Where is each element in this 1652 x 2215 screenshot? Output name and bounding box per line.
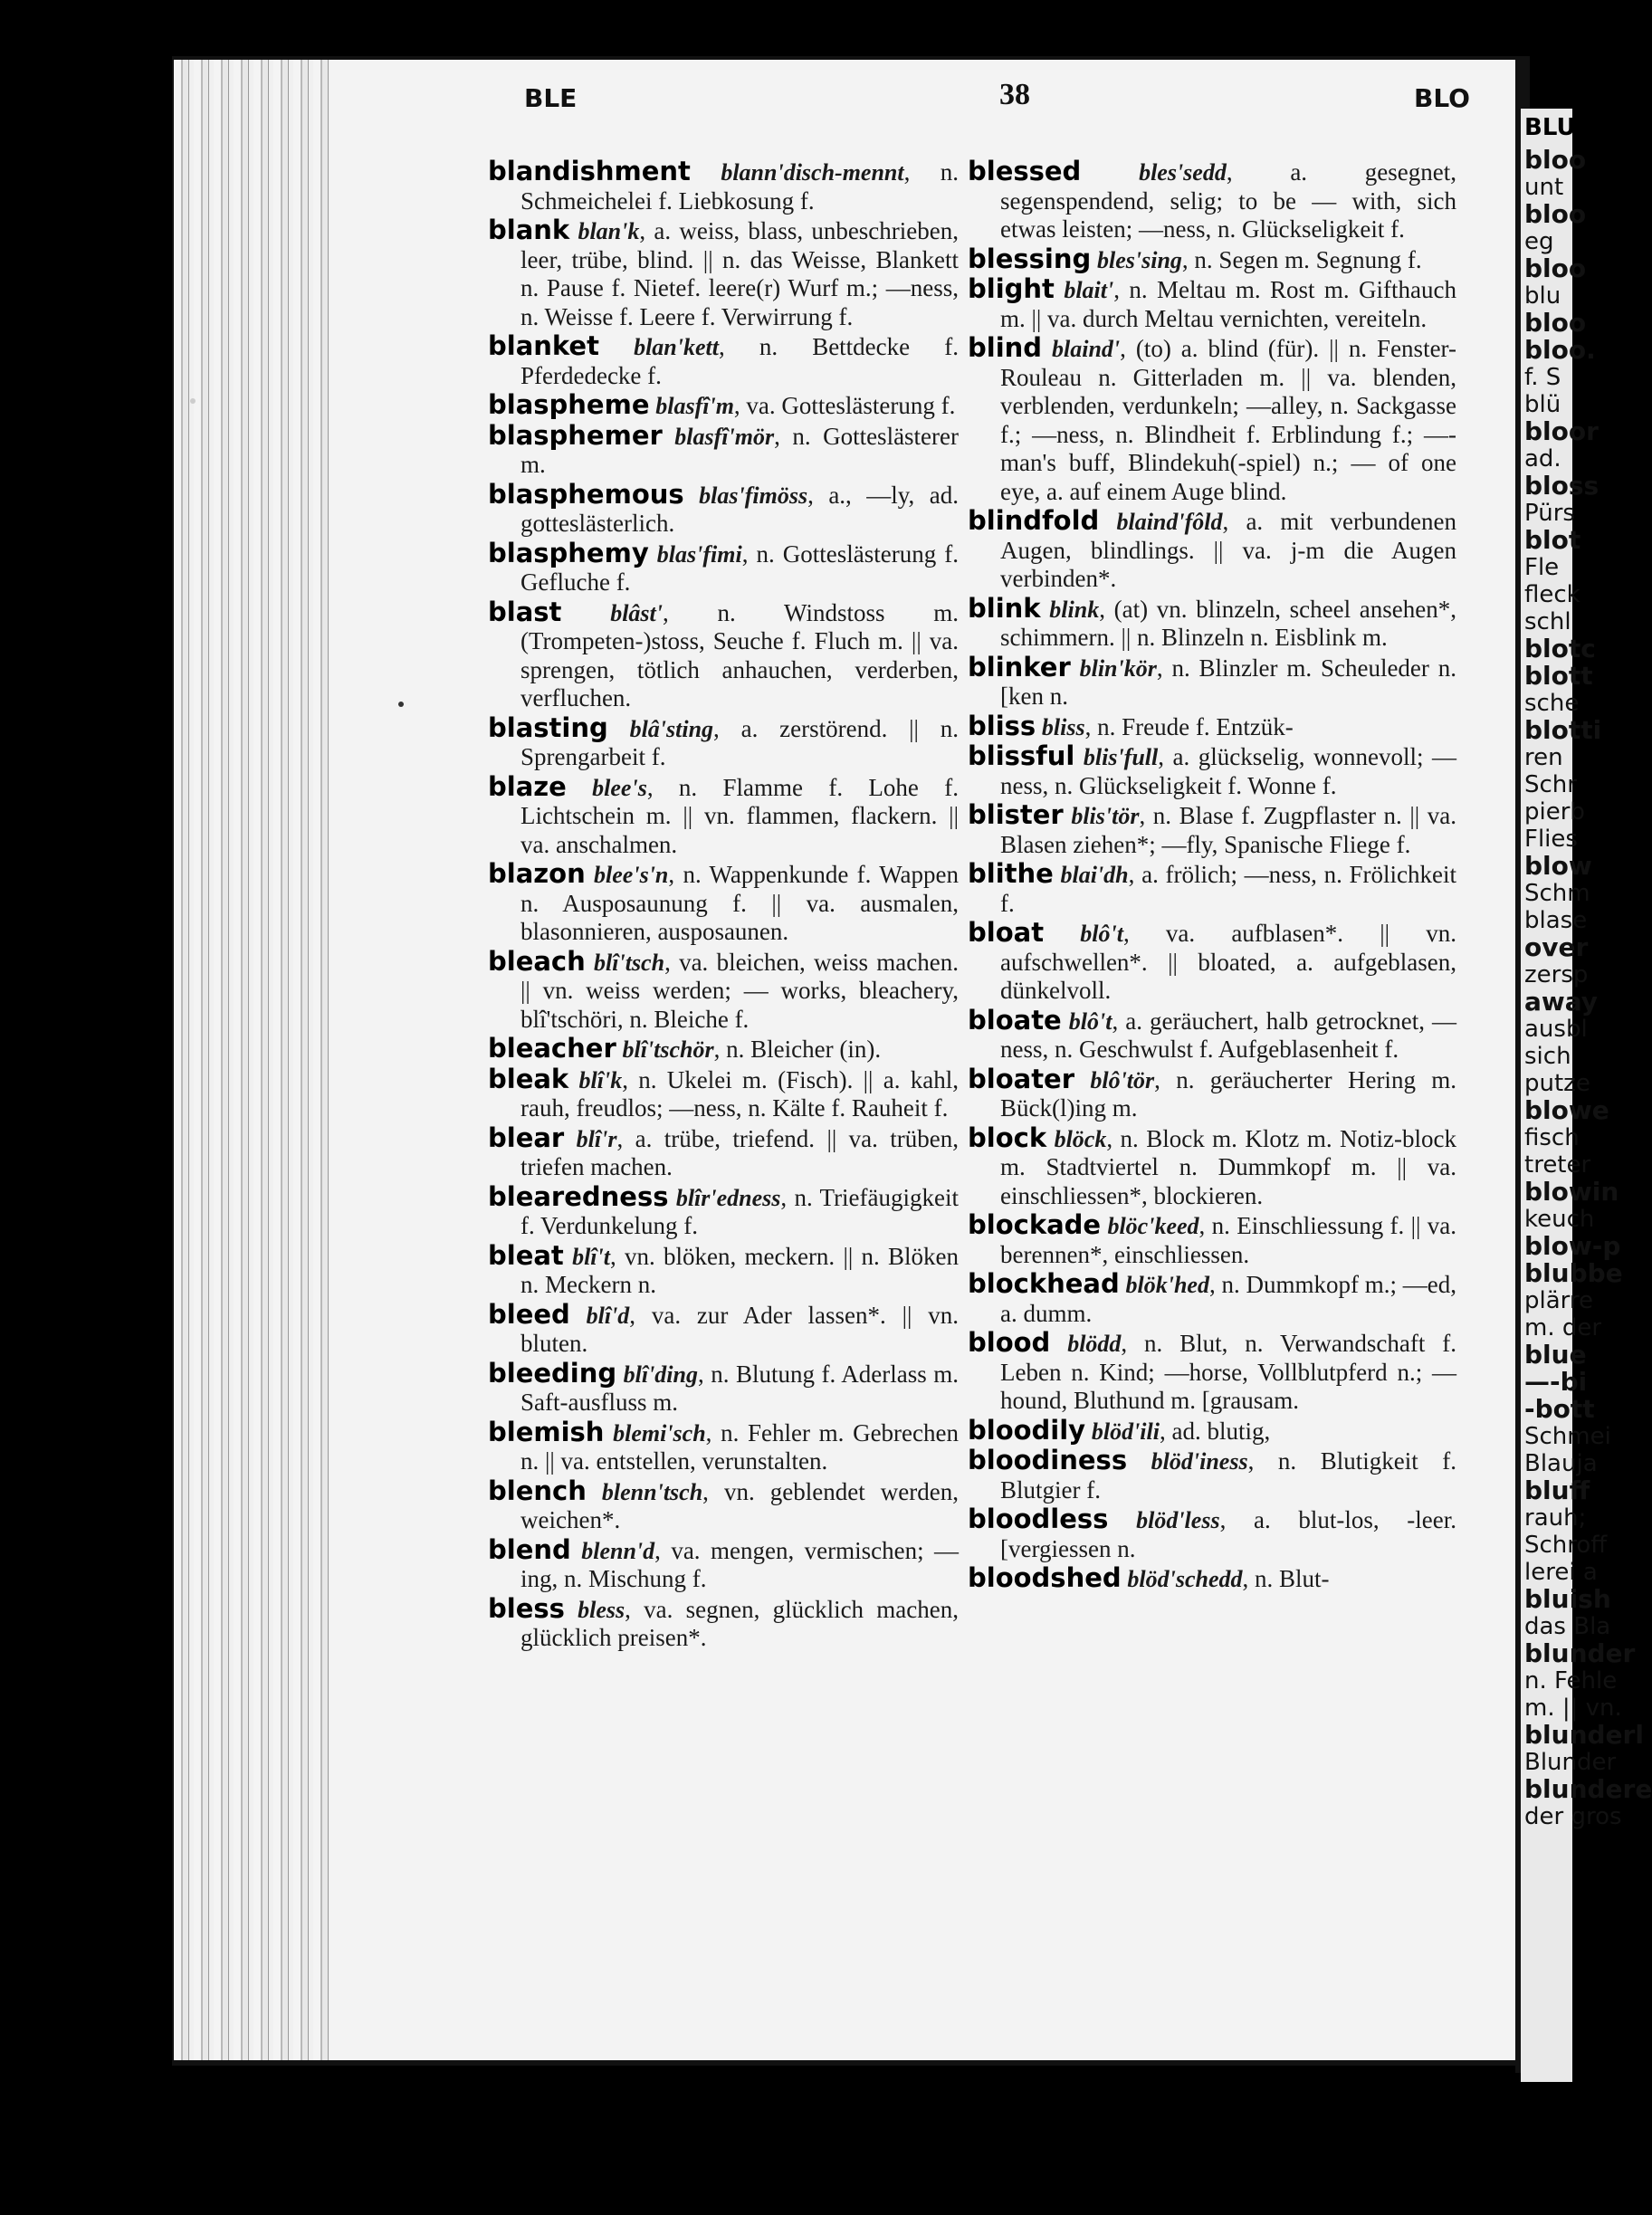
dictionary-entry xyxy=(968,1270,1456,1328)
entry-pronunciation: blasfî'mör xyxy=(674,423,775,450)
entry-definition: , a. mit verbundenen Augen, blindlings. || va. j-m die Augen verbinden*. xyxy=(1000,508,1456,592)
entry-definition: , a. gesegnet, segenspendend, selig; to be — with, sich etwas leisten; —ness, n. Glückseligkeit f. xyxy=(1000,158,1456,243)
entry-pronunciation: blöc'keed xyxy=(1107,1213,1199,1239)
adjacent-page-line: sich xyxy=(1524,1043,1571,1070)
adjacent-page-line: bloo xyxy=(1524,308,1587,338)
entry-pronunciation: blô'tör xyxy=(1090,1066,1155,1093)
entry-definition: , vn. geblendet werden, weichen*. xyxy=(520,1477,959,1533)
entry-headword: bless xyxy=(488,1592,565,1624)
adjacent-page-line: blundere xyxy=(1524,1774,1652,1804)
entry-headword: bleach xyxy=(488,945,586,977)
entry-definition: , a. glückselig, wonnevoll; —ness, n. Glückseligkeit f. Wonne f. xyxy=(1000,743,1457,799)
dictionary-entry xyxy=(968,334,1456,506)
entry-headword: bloodless xyxy=(968,1504,1109,1534)
adjacent-page-line: m. || vn. xyxy=(1524,1695,1622,1722)
entry-headword: blearedness xyxy=(488,1180,669,1212)
entry-definition: , n. Blut- xyxy=(1242,1565,1330,1592)
entry-definition: , a. trübe, triefend. || va. trüben, triefen machen. xyxy=(520,1124,960,1180)
adjacent-page-line: bloss xyxy=(1524,471,1599,501)
entry-pronunciation: blî'tschör xyxy=(622,1036,714,1063)
entry-pronunciation: blan'kett xyxy=(634,334,719,360)
entry-headword: bloodshed xyxy=(968,1562,1122,1593)
dictionary-entry xyxy=(968,1004,1456,1065)
adjacent-page-line: away xyxy=(1524,987,1599,1017)
dictionary-entry xyxy=(488,391,959,421)
adjacent-page-line: Blauja xyxy=(1524,1450,1598,1477)
adjacent-page-line: n. Fehle xyxy=(1524,1667,1618,1695)
entry-headword: blazon xyxy=(488,858,586,889)
adjacent-page-line: blott xyxy=(1524,661,1593,691)
entry-headword: bleed xyxy=(488,1298,570,1330)
dictionary-entry xyxy=(488,1592,959,1653)
entry-definition: , n. Ukelei m. (Fisch). || a. kahl, rauh, freudlos; —ness, n. Kälte f. Rauheit f. xyxy=(520,1065,959,1122)
entry-definition: , n. Blut, n. Verwandschaft f. Leben n. Kind; —horse, Vollblutpferd n.; —hound, Bluthund m. [grausam. xyxy=(1000,1330,1456,1414)
entry-definition: , (to) a. blind (für). || n. Fenster-Rouleau n. Gitterladen m. || va. blenden, verblenden, verdunkeln; —alley, n. Sackgasse f.; —ness, n. Blindheit f. Erblindung f.; —-man's buff, Blindekuh(-spiel) n.; — of one eye, a. auf einem Auge blind. xyxy=(1000,335,1456,505)
adjacent-page-line: fisch xyxy=(1524,1124,1580,1151)
entry-definition: , n. Schmeichelei f. Liebkosung f. xyxy=(520,158,960,215)
entry-definition: , n. geräucherter Hering m. Bück(l)ing m. xyxy=(1000,1065,1456,1122)
entry-pronunciation: blöd'schedd xyxy=(1127,1566,1243,1592)
entry-headword: bliss xyxy=(968,710,1036,741)
adjacent-page-line: blotc xyxy=(1524,634,1596,664)
entry-pronunciation: blait' xyxy=(1064,277,1114,303)
adjacent-page-line: m. der xyxy=(1524,1314,1602,1341)
entry-definition: , n. Blutigkeit f. Blutgier f. xyxy=(1000,1447,1456,1504)
entry-pronunciation: blemi'sch xyxy=(613,1419,706,1446)
dictionary-entry xyxy=(968,158,1456,244)
entry-definition: , a. blut-los, -leer. [vergiessen n. xyxy=(1000,1506,1457,1562)
entry-headword: blasphemous xyxy=(488,478,684,510)
entry-pronunciation: blâ'sting xyxy=(629,715,714,742)
entry-pronunciation: blî't xyxy=(572,1243,610,1270)
adjacent-page-line: blow-p xyxy=(1524,1231,1621,1261)
entry-headword: bleak xyxy=(488,1063,569,1094)
page-number: 38 xyxy=(999,78,1030,111)
entry-definition: , a. frölich; —ness, n. Frölichkeit f. xyxy=(1000,861,1457,917)
adjacent-page-line: Pürs xyxy=(1524,500,1575,527)
entry-headword: blasphemer xyxy=(488,419,663,451)
dictionary-entry xyxy=(488,1533,959,1594)
entry-headword: bloater xyxy=(968,1063,1075,1094)
entry-pronunciation: blan'k xyxy=(578,218,640,244)
entry-definition: , n. Fehler m. Gebrechen n. || va. entstellen, verunstalten. xyxy=(520,1418,960,1475)
adjacent-page-line: Schm xyxy=(1524,880,1590,907)
entry-definition: , n. Bettdecke f. Pferdedecke f. xyxy=(520,333,959,389)
entry-headword: blight xyxy=(968,273,1055,304)
entry-headword: bleat xyxy=(488,1239,564,1271)
dictionary-entry xyxy=(968,919,1456,1006)
adjacent-page-line: keuch xyxy=(1524,1206,1595,1233)
dictionary-entry xyxy=(968,801,1456,859)
entry-headword: bleeding xyxy=(488,1357,617,1389)
adjacent-page-line: eg xyxy=(1524,228,1554,255)
entry-definition: , n. Wappenkunde f. Wappen n. Ausposaunung f. || va. ausmalen, blasonnieren, ausposaunen. xyxy=(520,861,959,945)
adjacent-page-line: bloo xyxy=(1524,145,1587,175)
entry-pronunciation: blis'full xyxy=(1083,744,1159,770)
adjacent-page-line: Fle xyxy=(1524,554,1560,581)
adjacent-page-line: ren xyxy=(1524,744,1563,771)
adjacent-page-line: over xyxy=(1524,932,1589,962)
entry-pronunciation: blee's xyxy=(592,774,647,801)
entry-pronunciation: bliss xyxy=(1041,713,1085,740)
dictionary-entry xyxy=(488,1035,959,1065)
entry-definition: , a. zerstörend. || n. Sprengarbeit f. xyxy=(520,714,959,770)
entry-definition: , n. Gotteslästerung f. Gefluche f. xyxy=(520,539,960,596)
entry-headword: blissful xyxy=(968,740,1075,771)
entry-pronunciation: bles'sedd xyxy=(1139,159,1227,186)
entry-pronunciation: blas'fimi xyxy=(656,540,742,568)
entry-definition: , n. Block m. Klotz m. Notiz-block m. Stadtviertel n. Dummkopf m. || va. einschliessen*, blockieren. xyxy=(1000,1124,1456,1209)
dictionary-entry xyxy=(488,945,960,1035)
adjacent-page-fragment xyxy=(1521,109,1652,2082)
dictionary-entry xyxy=(488,1065,959,1123)
adjacent-page-line: lerei a xyxy=(1524,1559,1598,1586)
entry-headword: blast xyxy=(488,596,562,627)
entry-definition: , va. mengen, vermischen; —ing, n. Mischung f. xyxy=(520,1536,959,1592)
entry-headword: blasphemy xyxy=(488,537,649,568)
entry-headword: blood xyxy=(968,1327,1051,1358)
adjacent-page-line: ausbl xyxy=(1524,1016,1588,1043)
adjacent-page-line: unt xyxy=(1524,174,1564,201)
entry-definition: , ad. blutig, xyxy=(1159,1417,1271,1445)
entry-pronunciation: blô't xyxy=(1080,921,1123,947)
entry-pronunciation: blaind' xyxy=(1052,336,1121,362)
entry-definition: , vn. blöken, meckern. || n. Blöken n. Meckern n. xyxy=(520,1242,960,1298)
entry-pronunciation: blenn'tsch xyxy=(601,1478,703,1505)
header-guide-word-left: BLE xyxy=(524,83,578,113)
entry-definition: , (at) vn. blinzeln, scheel ansehen*, schimmern. || n. Blinzeln n. Eisblink m. xyxy=(1000,595,1457,651)
dictionary-entry xyxy=(488,711,959,772)
entry-headword: blessing xyxy=(968,243,1092,274)
entry-pronunciation: blöd'iness xyxy=(1151,1448,1248,1475)
entry-pronunciation: blis'tör xyxy=(1071,803,1140,829)
entry-headword: bleacher xyxy=(488,1033,616,1064)
entry-definition: , n. Triefäugigkeit f. Verdunkelung f. xyxy=(520,1183,960,1239)
entry-headword: blockade xyxy=(968,1209,1102,1240)
adjacent-page-line: —-bi xyxy=(1524,1367,1588,1397)
entry-definition: , n. Blutung f. Aderlass m. Saft-ausfluss m. xyxy=(520,1360,959,1416)
book-page-edges xyxy=(174,60,331,2060)
dictionary-entry xyxy=(488,539,959,597)
adjacent-page-line: blunderl xyxy=(1524,1720,1644,1750)
adjacent-page-line: blu xyxy=(1524,282,1561,310)
entry-pronunciation: bles'sing xyxy=(1097,246,1182,273)
entry-pronunciation: blasfî'm xyxy=(655,393,734,419)
dictionary-entry xyxy=(968,592,1457,653)
entry-pronunciation: blee's'n xyxy=(594,862,669,888)
adjacent-page-line: blotti xyxy=(1524,715,1602,745)
entry-headword: bloat xyxy=(968,917,1045,948)
entry-pronunciation: blî'd xyxy=(586,1302,630,1329)
entry-headword: bloodiness xyxy=(968,1445,1128,1475)
entry-definition: , a., —ly, ad. gotteslästerlich. xyxy=(520,481,960,537)
entry-definition: , va. aufblasen*. || vn. aufschwellen*. || bloated, a. aufgeblasen, dünkelvoll. xyxy=(1000,920,1456,1004)
dictionary-entry xyxy=(488,1124,959,1182)
adjacent-page-line: rauh; xyxy=(1524,1504,1587,1532)
dictionary-entry xyxy=(968,1446,1456,1504)
scan-speck xyxy=(398,702,404,707)
adjacent-page-line: schl xyxy=(1524,608,1571,635)
entry-pronunciation: blödd xyxy=(1067,1331,1122,1357)
entry-pronunciation: blann'disch-mennt xyxy=(721,159,904,186)
adjacent-page-line: Schmei xyxy=(1524,1423,1611,1450)
adjacent-page-line: blot xyxy=(1524,525,1581,555)
entry-definition: , n. Windstoss m. (Trompeten-)stoss, Seuche f. Fluch m. || va. sprengen, tötlich anhauchen, verderben, verfluchen. xyxy=(520,598,959,711)
entry-headword: blend xyxy=(488,1533,571,1565)
entry-pronunciation: blink xyxy=(1049,596,1100,623)
dictionary-entry xyxy=(968,1505,1456,1563)
entry-definition: , a. weiss, blass, unbeschrieben, leer, trübe, blind. || n. das Weisse, Blankett n. Pause f. Nietef. leere(r) Wurf m.; —ness, n. Weisse f. Leere f. Verwirrung f. xyxy=(520,217,960,330)
adjacent-page-line: blunder xyxy=(1524,1638,1636,1668)
entry-pronunciation: blöd'ili xyxy=(1091,1418,1160,1445)
entry-headword: blandishment xyxy=(488,156,691,186)
dictionary-entry xyxy=(968,507,1456,594)
entry-pronunciation: blöck xyxy=(1054,1125,1107,1152)
entry-pronunciation: blî'k xyxy=(578,1066,623,1093)
entry-headword: blinker xyxy=(968,651,1071,683)
dictionary-entry xyxy=(488,332,959,390)
entry-headword: blear xyxy=(488,1122,565,1153)
adjacent-page-line: bloo. xyxy=(1524,335,1596,365)
entry-headword: blench xyxy=(488,1475,587,1506)
entry-headword: blockhead xyxy=(968,1268,1120,1299)
dictionary-entry xyxy=(968,712,1456,742)
entry-pronunciation: blin'kör xyxy=(1079,654,1157,682)
entry-definition: , a. geräuchert, halb getrocknet, —ness, n. Geschwulst f. Aufgeblasenheit f. xyxy=(1000,1007,1456,1063)
adjacent-page-line: blü xyxy=(1524,391,1561,418)
entry-headword: blanket xyxy=(488,330,599,361)
adjacent-page-line: das Bla xyxy=(1524,1613,1611,1640)
dictionary-page xyxy=(329,60,1515,2060)
entry-definition: , n. Gotteslästerer m. xyxy=(520,422,960,478)
adjacent-page-line: zersp xyxy=(1524,961,1589,988)
adjacent-page-line: fleck xyxy=(1524,581,1580,608)
entry-pronunciation: blô't xyxy=(1068,1007,1112,1035)
adjacent-page-line: blowe xyxy=(1524,1095,1609,1125)
dictionary-entry xyxy=(488,419,960,480)
entry-headword: blaze xyxy=(488,770,567,802)
dictionary-entry xyxy=(488,770,959,860)
adjacent-page-line: bloo xyxy=(1524,199,1587,229)
dictionary-entry xyxy=(968,1211,1456,1269)
entry-definition: , va. Gotteslästerung f. xyxy=(733,392,956,419)
header-guide-word-right: BLO xyxy=(1414,83,1470,113)
adjacent-page-line: Flies xyxy=(1524,826,1578,853)
left-column xyxy=(488,158,959,1654)
entry-definition: , n. Blinzler m. Scheuleder n. [ken n. xyxy=(1000,654,1456,710)
entry-definition: , n. Einschliessung f. || va. berennen*, einschliessen. xyxy=(1000,1212,1456,1268)
entry-headword: blasting xyxy=(488,711,608,743)
dictionary-entry xyxy=(488,1357,959,1418)
entry-headword: bloodily xyxy=(968,1414,1086,1446)
entry-definition: , n. Blase f. Zugpflaster n. || va. Blasen ziehen*; —fly, Spanische Fliege f. xyxy=(1000,802,1457,858)
adjacent-page-line: bloo xyxy=(1524,253,1587,283)
entry-headword: block xyxy=(968,1122,1047,1153)
entry-definition: , va. segnen, glücklich machen, glücklich preisen*. xyxy=(520,1595,959,1651)
adjacent-page-line: bluff xyxy=(1524,1475,1590,1505)
entry-pronunciation: blî'ding xyxy=(623,1361,698,1388)
entry-definition: , va. zur Ader lassen*. || vn. bluten. xyxy=(520,1301,959,1357)
dictionary-entry xyxy=(968,1414,1456,1446)
entry-pronunciation: blîr'edness xyxy=(675,1184,781,1211)
entry-pronunciation: blâst' xyxy=(610,599,663,626)
adjacent-page-line: der gros xyxy=(1524,1803,1622,1830)
adjacent-page-line: Schroff xyxy=(1524,1532,1608,1559)
dictionary-entry xyxy=(488,158,959,215)
entry-pronunciation: blas'fimöss xyxy=(699,482,808,509)
entry-headword: blink xyxy=(968,592,1041,624)
dictionary-entry xyxy=(488,478,960,539)
entry-pronunciation: blöd'less xyxy=(1136,1507,1220,1533)
page-header xyxy=(329,69,1515,123)
dictionary-entry xyxy=(968,1124,1456,1211)
adjacent-page-line: Blunder xyxy=(1524,1749,1617,1776)
dictionary-entry xyxy=(968,860,1456,918)
entry-pronunciation: blai'dh xyxy=(1060,862,1129,888)
dictionary-entry xyxy=(488,1418,959,1476)
dictionary-entry xyxy=(488,1477,959,1535)
dictionary-entry xyxy=(968,1329,1456,1416)
entry-headword: blithe xyxy=(968,858,1054,889)
entry-pronunciation: blaind'fôld xyxy=(1116,509,1223,535)
entry-headword: blister xyxy=(968,799,1064,830)
dictionary-entry xyxy=(488,1239,960,1300)
entry-definition: , n. Bleicher (in). xyxy=(713,1036,882,1063)
adjacent-page-line: blubbe xyxy=(1524,1258,1623,1288)
entry-headword: bloate xyxy=(968,1004,1062,1036)
dictionary-entry xyxy=(488,1180,960,1241)
adjacent-page-line: blowin xyxy=(1524,1177,1619,1207)
adjacent-page-line: -bott xyxy=(1524,1394,1595,1424)
adjacent-page-line: Schr xyxy=(1524,771,1577,798)
entry-pronunciation: blenn'd xyxy=(581,1537,655,1564)
adjacent-page-line: blue xyxy=(1524,1340,1587,1370)
adjacent-page-line: f. S xyxy=(1524,364,1561,391)
entry-definition: , n. Freude f. Entzük- xyxy=(1084,712,1294,740)
entry-definition: , va. bleichen, weiss machen. || vn. weiss werden; — works, bleachery, blî'tschöri, n. Bleiche f. xyxy=(520,948,960,1033)
adjacent-page-line: pierb xyxy=(1524,798,1585,826)
adjacent-page-line: plärre xyxy=(1524,1287,1594,1314)
entry-definition: , n. Segen m. Segnung f. xyxy=(1181,245,1422,273)
dictionary-entry xyxy=(968,1564,1456,1594)
entry-pronunciation: bless xyxy=(578,1596,625,1623)
entry-headword: blind xyxy=(968,332,1043,363)
entry-definition: , n. Meltau m. Rost m. Gifthauch m. || va. durch Meltau vernichten, vereiteln. xyxy=(1000,276,1456,332)
dictionary-entry xyxy=(968,275,1456,333)
dictionary-entry xyxy=(968,651,1456,711)
adjacent-page-line: sche xyxy=(1524,690,1580,717)
dictionary-entry xyxy=(488,598,959,713)
entry-pronunciation: blî'r xyxy=(576,1125,617,1152)
adjacent-page-line: bluish xyxy=(1524,1584,1611,1614)
entry-definition: , n. Flamme f. Lohe f. Lichtschein m. || vn. flammen, flackern. || va. anschalmen. xyxy=(520,773,959,858)
dictionary-entry xyxy=(968,245,1456,275)
dictionary-entry xyxy=(488,216,959,331)
dictionary-entry xyxy=(968,1065,1456,1123)
entry-pronunciation: blî'tsch xyxy=(594,949,665,976)
entry-headword: blank xyxy=(488,215,570,245)
right-column xyxy=(968,158,1456,1595)
dictionary-entry xyxy=(488,1298,959,1359)
adjacent-page-header: BLU xyxy=(1524,114,1576,141)
entry-definition: , n. Dummkopf m.; —ed, a. dumm. xyxy=(1000,1271,1456,1327)
adjacent-page-line: blow xyxy=(1524,851,1592,881)
entry-headword: blaspheme xyxy=(488,389,650,420)
adjacent-page-line: blase xyxy=(1524,907,1588,934)
entry-headword: blemish xyxy=(488,1416,605,1447)
adjacent-page-line: treter xyxy=(1524,1151,1591,1179)
entry-pronunciation: blök'hed xyxy=(1125,1272,1209,1298)
dictionary-entry xyxy=(488,860,959,947)
dictionary-entry xyxy=(968,742,1456,800)
scan-speck xyxy=(190,398,196,404)
adjacent-page-line: ad. xyxy=(1524,445,1561,473)
adjacent-page-line: putze xyxy=(1524,1070,1590,1097)
entry-headword: blessed xyxy=(968,156,1082,186)
adjacent-page-line: bloor xyxy=(1524,416,1599,446)
entry-headword: blindfold xyxy=(968,505,1100,536)
